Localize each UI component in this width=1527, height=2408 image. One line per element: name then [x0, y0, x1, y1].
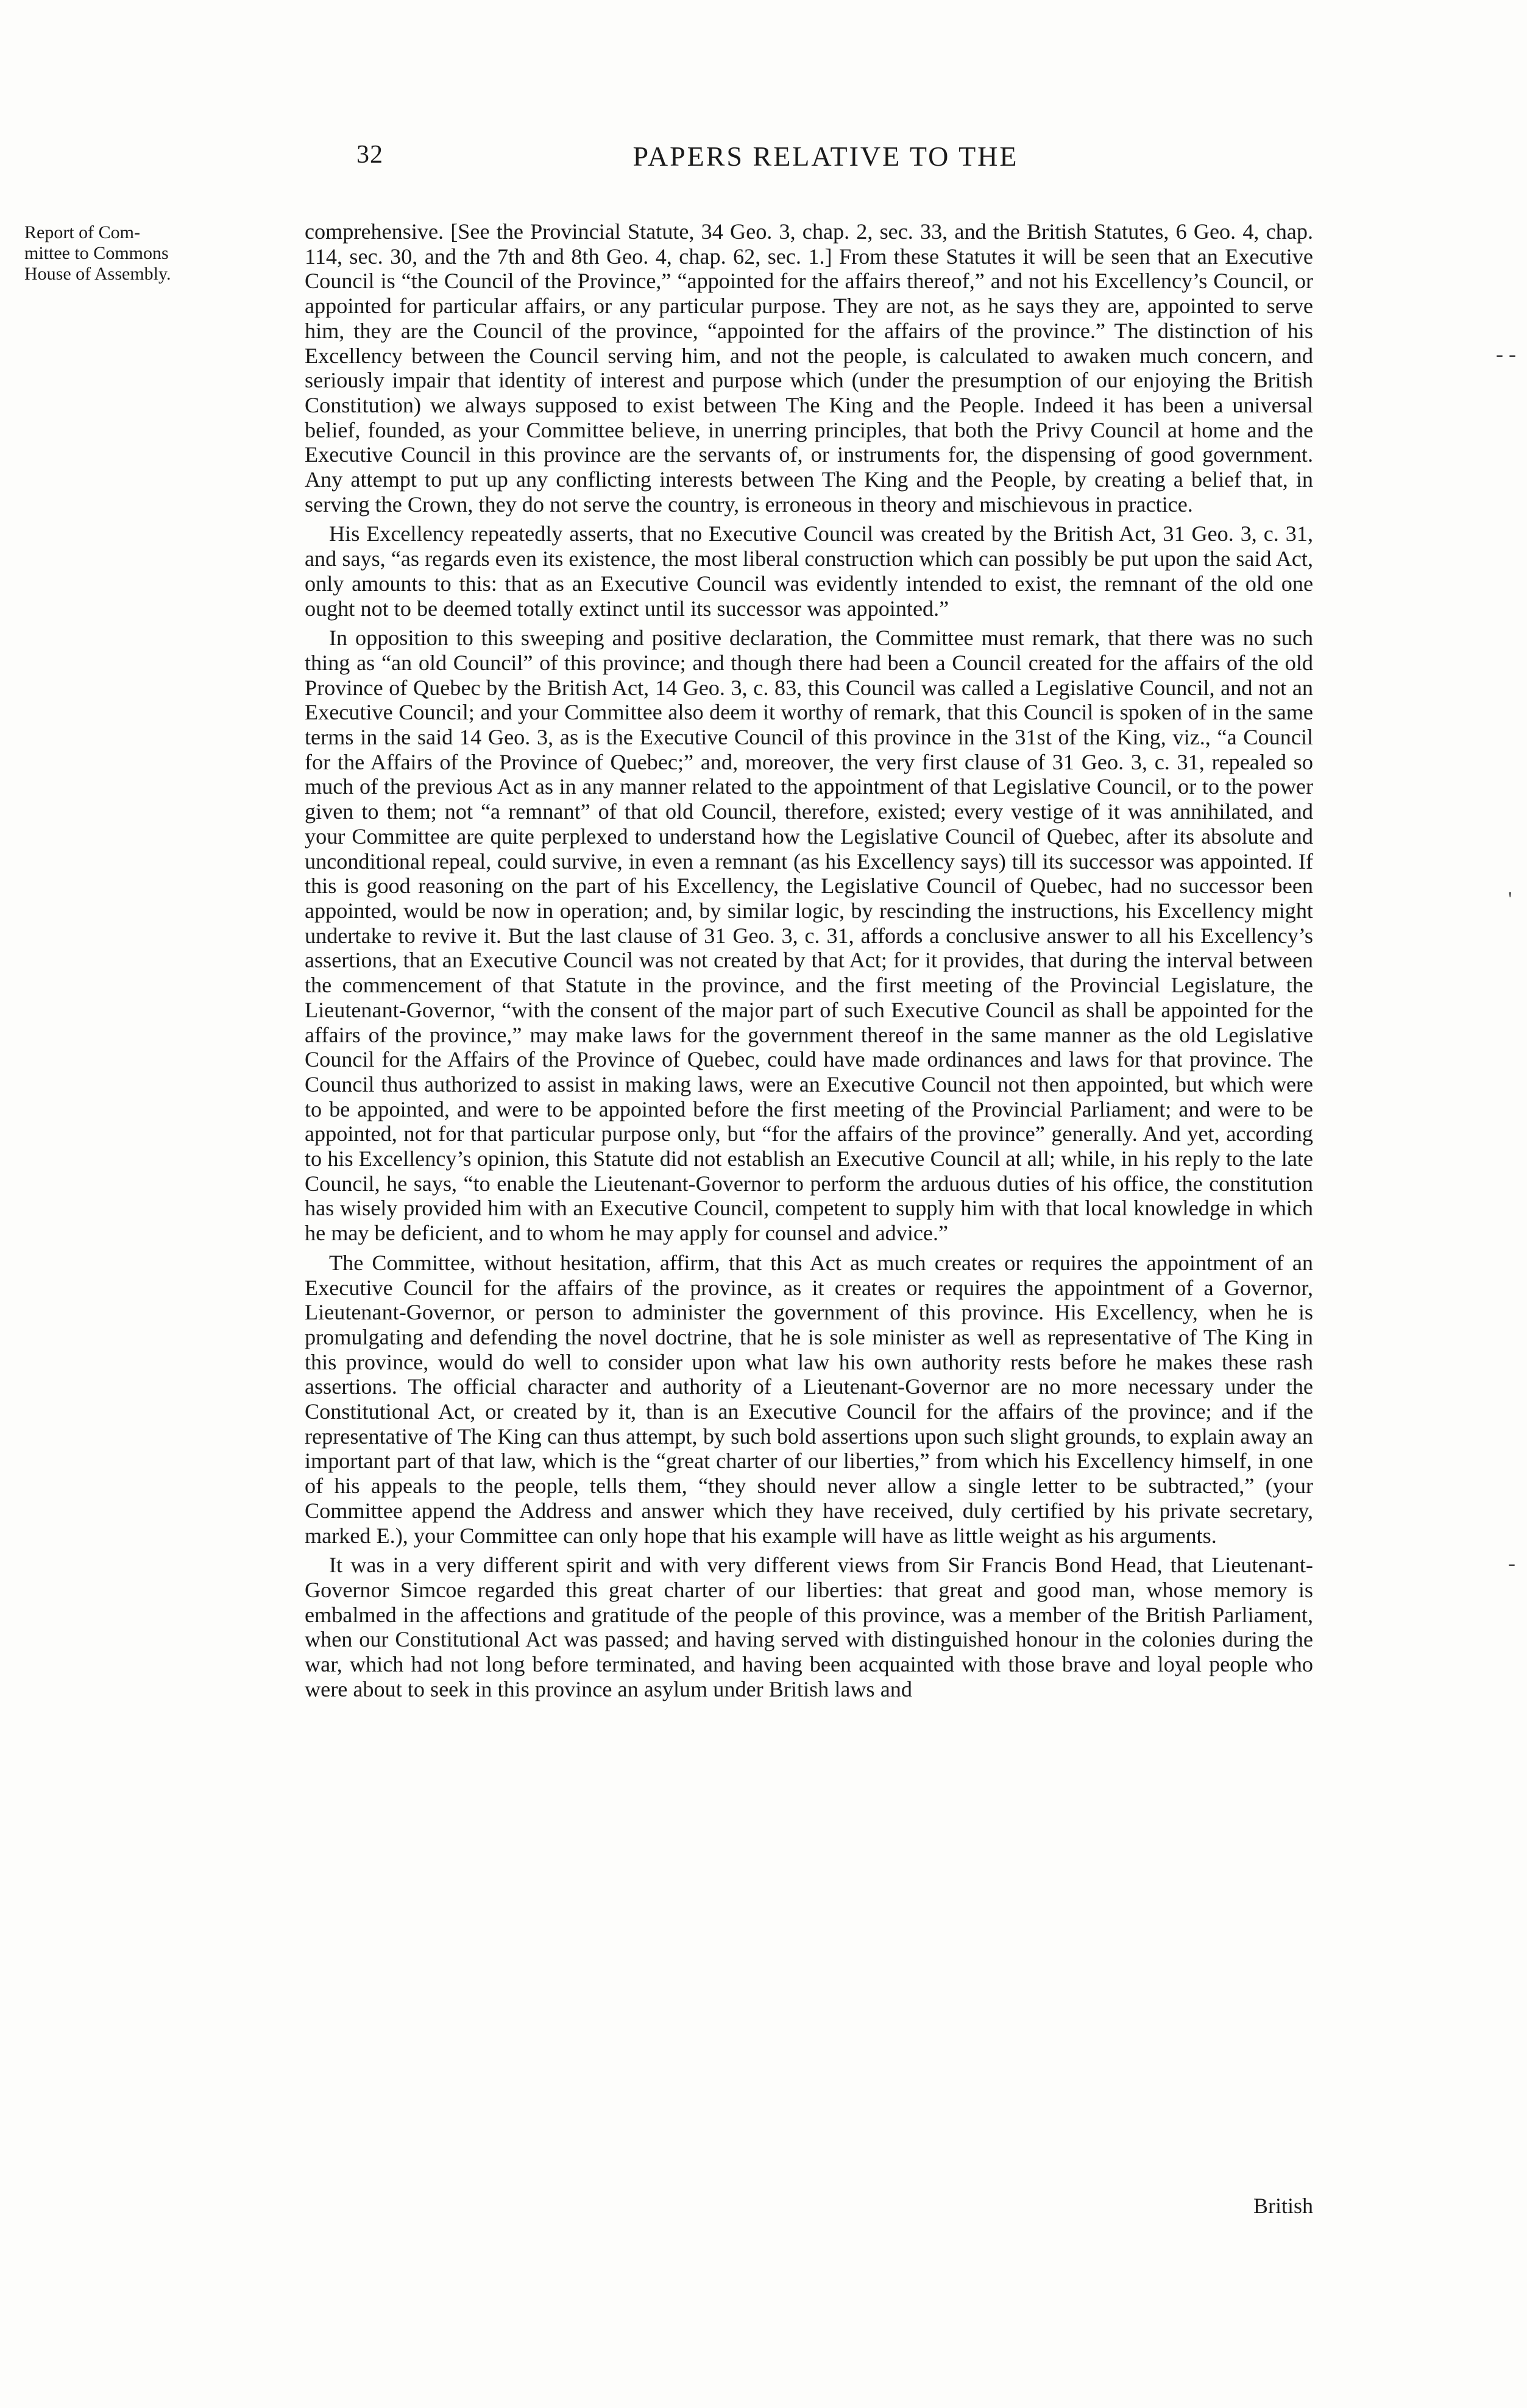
page-number: 32: [356, 141, 383, 169]
margin-note-line: mittee to Commons: [24, 243, 169, 263]
paragraph: The Committee, without hesitation, affirm, that this Act as much creates or requires the appointment of an Executive Council for the affairs of the province, as it creates or requires the appointment of a Governor, Lieutenant-Governor, or person to administer the government of this province. His Excellency, when he is promulgating and defending the novel doctrine, that he is sole minister as well as representative of The King in this province, would do well to consider upon what law his own authority rests before he makes these rash assertions. The official character and authority of a Lieutenant-Governor are no more necessary under the Constitutional Act, or created by it, than is an Executive Council for the affairs of the province; and if the representative of The King can thus attempt, by such bold assertions upon such slight grounds, to explain away an important part of that law, which is the “great charter of our liberties,” from which his Excellency himself, in one of his appeals to the people, tells them, “they should never allow a single letter to be subtracted,” (your Committee append the Address and answer which they have received, duly certified by his private secretary, marked E.), your Committee can only hope that his example will have as little weight as his arguments.: [305, 1250, 1313, 1548]
paragraph: In opposition to this sweeping and positive declaration, the Committee must remark, that there was no such thing as “an old Council” of this province; and though there had been a Council created for the affairs of the old Province of Quebec by the British Act, 14 Geo. 3, c. 83, this Council was called a Legislative Council, and not an Executive Council; and your Committee also deem it worthy of remark, that this Council is spoken of in the same terms in the said 14 Geo. 3, as is the Executive Council of this province in the 31st of the King, viz., “a Council for the Affairs of the Province of Quebec;” and, moreover, the very first clause of 31 Geo. 3, c. 31, repealed so much of the previous Act as in any manner related to the appointment of that Legislative Council, or to the power given to them; not “a remnant” of that old Council, therefore, existed; every vestige of it was annihilated, and your Committee are quite perplexed to understand how the Legislative Council of Quebec, after its absolute and unconditional repeal, could survive, in even a remnant (as his Excellency says) till its successor was appointed. If this is good reasoning on the part of his Excellency, the Legislative Council of Quebec, had no successor been appointed, would be now in operation; and, by similar logic, by rescinding the instructions, his Excellency might undertake to revive it. But the last clause of 31 Geo. 3, c. 31, affords a conclusive answer to all his Excellency’s assertions, that an Executive Council was not created by that Act; for it provides, that during the interval between the commencement of that Statute in the province, and the first meeting of the Provincial Legislature, the Lieutenant-Governor, “with the consent of the major part of such Executive Council as shall be appointed for the affairs of the province,” may make laws for the government thereof in the same manner as the old Legislative Council for the Affairs of the Province of Quebec, could have made ordinances and laws for that province. The Council thus authorized to assist in making laws, were an Executive Council not then appointed, but which were to be appointed, and were to be appointed before the first meeting of the Provincial Parliament; and were to be appointed, not for that particular purpose only, but “for the affairs of the province” generally. And yet, according to his Excellency’s opinion, this Statute did not establish an Executive Council at all; while, in his reply to the late Council, he says, “to enable the Lieutenant-Governor to perform the arduous duties of his office, the constitution has wisely provided him with an Executive Council, competent to supply him with that local knowledge in which he may be deficient, and to whom he may apply for counsel and advice.”: [305, 626, 1313, 1246]
body-text: [305, 219, 1313, 1706]
page-header: [356, 140, 1295, 183]
paragraph: His Excellency repeatedly asserts, that no Executive Council was created by the British Act, 31 Geo. 3, c. 31, and says, “as regards even its existence, the most liberal construction which can possibly be put upon the said Act, only amounts to this: that as an Executive Council was evidently intended to exist, the remnant of the old one ought not to be deemed totally extinct until its successor was appointed.”: [305, 521, 1313, 621]
paragraph: It was in a very different spirit and with very different views from Sir Francis Bond Head, that Lieutenant-Governor Simcoe regarded this great charter of our liberties: that great and good man, whose memory is embalmed in the affections and gratitude of the people of this province, was a member of the British Parliament, when our Constitutional Act was passed; and having served with distinguished honour in the colonies during the war, which had not long before terminated, and having been acquainted with those brave and loyal people who were about to seek in this province an asylum under British laws and: [305, 1553, 1313, 1701]
margin-note: [24, 222, 299, 284]
running-head: PAPERS RELATIVE TO THE: [632, 141, 1019, 172]
margin-note-line: Report of Com-: [24, 222, 140, 242]
paragraph: comprehensive. [See the Provincial Statute, 34 Geo. 3, chap. 2, sec. 33, and the British Statutes, 6 Geo. 4, chap. 114, sec. 30, and the 7th and 8th Geo. 4, chap. 62, sec. 1.] From these Statutes it will be seen that an Executive Council is “the Council of the Province,” “appointed for the affairs thereof,” and not his Excellency’s Council, or appointed for particular affairs, or any particular purpose. They are not, as he says they are, appointed to serve him, they are the Council of the province, “appointed for the affairs of the province.” The distinction of his Excellency between the Council serving him, and not the people, is calculated to awaken much concern, and seriously impair that identity of interest and purpose which (under the presumption of our enjoying the British Constitution) we always supposed to exist between The King and the People. Indeed it has been a universal belief, founded, as your Committee believe, in unerring principles, that both the Privy Council at home and the Executive Council in this province are the servants of, or instruments for, the dispensing of good government. Any attempt to put up any conflicting interests between The King and the People, by creating a belief that, in serving the Crown, they do not serve the country, is erroneous in theory and mischievous in practice.: [305, 219, 1313, 517]
scan-edge-mark: -: [1508, 1551, 1515, 1575]
scan-edge-mark: ': [1508, 887, 1512, 911]
scan-edge-mark: - -: [1496, 342, 1516, 366]
margin-note-line: House of Assembly.: [24, 264, 171, 284]
catchword: British: [1253, 2194, 1313, 2218]
